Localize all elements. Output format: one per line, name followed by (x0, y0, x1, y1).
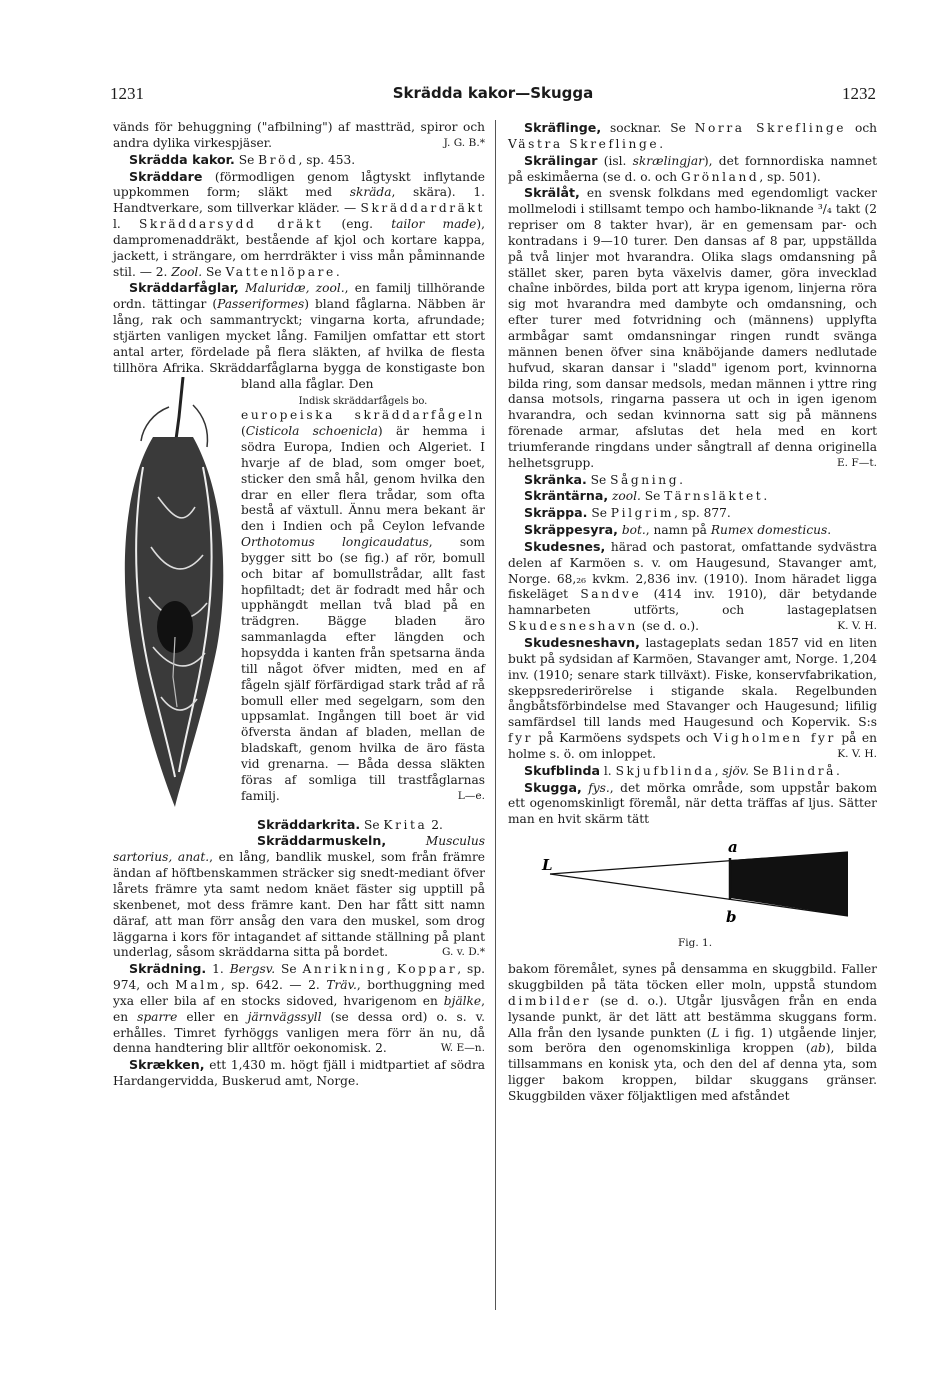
shadow-cone-diagram (508, 838, 877, 934)
headword: Skugga, (524, 779, 582, 795)
entry-skugga: Skugga, fys., det mörka område, som uppstår bakom ett ogenomskinligt föremål, när detta träffas af ljus. Sätter man en hvit skärm tätt (508, 779, 878, 827)
entry-skraddare: Skräddare (förmodligen genom lågtyskt inflytande uppkommen form; släkt med skräda, skära). 1. Handtverkare, som tillverkar kläder. — Skräddardräkt l. Skräddarsydd dräkt (eng. tailor made), dampromenaddräkt, bestående af kjol och kortare kappa, jackett, i strängare, om herrdräkter i viss mån påminnande stil. — 2. Zool. Se Vattenlöpare. (113, 168, 485, 279)
tailorbird-nest-illustration (113, 377, 235, 847)
left-page-number: 1231 (110, 84, 144, 103)
entry-skraddarkrita: Skräddarkrita. Se Krita 2. (257, 816, 443, 832)
entry-skradning: Skrädning. 1. Bergsv. Se Anrikning, Koppar, sp. 974, och Malm, sp. 642. — 2. Träv., borthuggning med yxa eller bila af en stocks sidoved, hvarigenom en bjälke, en sparre eller en järnvägssyll (se dessa ord) o. s. v. erhålles. Timret fyrhöggs vanligen mera förr än nu, då denna handtering blir alltför oekonomisk. 2. W. E—n. (113, 961, 486, 1056)
headword: Skräddare (129, 168, 203, 184)
headword: Skräddarfåglar, (129, 280, 239, 296)
entry-skudesnes: Skudesnes, härad och pastorat, omfattande sydvästra delen af Karmöen s. v. om Haugesund, Stavanger amt, Norge. 68,₂₆ kvkm. 2,836 inv. (1910). Inom häradet ligga fiskeläget Sandve (414 inv. 1910), där betydande hamnarbeten utförts, och lastageplatsen Skudesneshavn (se d. o.). K. V. H. (508, 538, 877, 634)
entry-skudesneshavn: Skudesneshavn, lastageplats sedan 1857 vid en liten bukt på sydsidan af Karmöen, Stavanger amt, Norge. 1,204 inv. (1910; senare stark tillväxt). Fiske, konservfabrikation, skeppsrederirörelse i stigande skala. Regelbunden ångbåtsförbindelse med Stavanger och Haugesund; lifilig samfärdsel till lands med Haugesund och Kopervik. S:s fyr på Karmöens sydspets och Vigholmen fyr på en holme s. ö. om inloppet. K. V. H. (508, 635, 877, 761)
entry-skraflinge: Skräflinge, socknar. Se Norra Skreflinge och Västra Skreflinge. (508, 120, 877, 151)
entry-skraddarfaglar: Skräddarfåglar, Maluridæ, zool., en familj tillhörande ordn. tättingar (Passeriformes) bland fåglarna. Näbben är lång, rak och sammantryckt; vingarna korta, afrundade; stjärten vanligen mycket lång. Familjen omfattar ett stort antal arter, fördelade på flera släkten, af hvilka de flesta tillhöra Afrika. Skräddarfåglarna bygga de konstigaste bon bland alla fåglar. Den (113, 280, 485, 392)
nest-drawing (113, 377, 235, 817)
author-signature: W. E—n. (440, 1042, 485, 1055)
author-signature: K. V. H. (837, 620, 877, 633)
headword: Skrädda kakor. (129, 151, 235, 167)
headword: Skrädning. (129, 961, 207, 977)
headword: Skräflinge, (524, 120, 602, 135)
headword: Skräddarmuskeln, (257, 833, 387, 849)
column-divider (495, 120, 496, 1310)
entry-skralat: Skrälåt, en svensk folkdans med egendomligt vacker mollmelodi i stillsamt tempo och hambo-liknande ³/₄ takt (2 repriser om 8 takter hvar), är en gemensam par- och kontradans i 9—10 turer. Den dansas af 8 par, uppställda på två linjer mot hvarandra. Olika slags omdansning på stället sker, paren byta växelvis damer, göra invecklad chaîne inbördes, bilda port att krypa igenom, linjerna röra sig mot hvarandra med dambyte och omdansning, och efter turer med fotvridning och (männens) upplyfta armbågar samt omdansningar ringen rundt svänga männen benen öfver sina knäböjande damers nedlutade hufvud, skaran dansar i "sladd" igenom port, kvinnorna bilda ring, som dansar medsols, medan männen i yttre ring dansa motsols, ringarna passera ut och in igen igenom hvarandra, och sedan kvinnorna satt sig på männens förenade armar, afslutas det hela med en kort triumferande ringdans under sångtrall af denna originella helhetsgrupp. E. F—t. (508, 185, 877, 470)
entry-skrappa: Skräppa. Se Pilgrim, sp. 877. (524, 505, 731, 521)
headword: Skrälingar (524, 152, 598, 168)
headword: Skudesneshavn, (524, 635, 640, 650)
entry-skugga-continued: bakom föremålet, synes på densamma en skuggbild. Faller skuggbilden på täta töcken eller moln, uppstå stundom dimbilder (se d. o.). Utgår ljusvågen från en enda lysande punkt, är det lätt att bestämma skuggans form. Alla från den lysande punkten (L i fig. 1) utgående linjer, som beröra den ogenomskinliga kroppen (ab), bilda tillsammans en konisk yta, och den del af denna yta, som ligger bakom kroppen, bildar skuggans gränser. Skuggbilden växer följaktligen med afståndet (508, 962, 878, 1103)
headword: Skrækken, (129, 1057, 205, 1073)
illustration-caption: Indisk skräddarfågels bo. (298, 396, 428, 408)
left-column: vänds för behuggning ("afbilning") af mastträd, spiror och andra dylika virkespjäser. J. G. B.* Skrädda kakor. Se Bröd, sp. 453. Skräddare (förmodligen genom lågtyskt inflytande uppkommen form; släkt med skräda, skära). 1. Handtverkare, som tillverkar kläder. — Skräddardräkt l. Skräddarsydd dräkt (eng. tailor made), dampromenaddräkt, bestående af kjol och kortare kappa, jackett, i strängare, om herrdräkter i viss mån påminnande stil. — 2. Zool. Se Vattenlöpare. Skräddarfåglar, Maluridæ, zool., en familj tillhörande ordn. tättingar (Passeriformes) bland fåglarna. Näbben är lång, rak och sammantryckt; vingarna korta, afrundade; stjärten vanligen mycket lång. Familjen omfattar ett stort antal arter, fördelade på flera släkten, af hvilka de flesta tillhöra Afrika. Skräddarfåglarna bygga de konstigaste bon bland alla fåglar. Den Indisk skräddarfågels bo. europeiska skräddarfågeln (Cisticola schoenicla) är hemma i södra Europa, Indien och Algeriet. I hvarje af de blad, som omger boet, sticker den små hål, genom hvilka den drar en eller flera trådar, som ofta bestå af växtull. Ännu mera bekant är den i Indien och på Ceylon lefvande Orthotomus longicaudatus, som bygger sitt bo (se fig.) af rör, bomull och bitar af bomullstrådar, allt fast hopfiltadt; det är fodradt med hår och upphängdt mellan två blad på en trädgren. Bägge bladen äro sammanlagda efter längden och hopsydda i kanten från spetsarna ända till något öfver midten, med en af fågeln själf förfärdigad stark tråd af rå bomull eller med segelgarn, som den uppsamlat. Ingången till boet är vid öfversta ändan af bladen, mellan de bladskaft, genom hvilka de äro fästa vid grenarna. — Båda dessa släkten föras af somliga till trastfåglarnas familj. L—e. Skräddarkrita. Se Krita 2. Skräddarmuskeln, Musculus sartorius, anat., en lång, bandlik muskel, som från främre ändan af höftbenskammen sträcker sig snedt-mediant öfver lårets främre yta samt nedom knäet fäster sig upptill på skenbenet, mot dess främre kant. Den har fått sitt namn däraf, att man förr ansåg den vara den muskel, som drog läggarna i kors för intagandet af sittande ställning på plant underlag, såsom skräddarna sitta på bordet. G. v. D.* Skrädning. 1. Bergsv. Se Anrikning, Koppar, sp. 974, och Malm, sp. 642. — 2. Träv., borthuggning med yxa eller bila af en stocks sidoved, hvarigenom en bjälke, en sparre eller en järnvägssyll (se dessa ord) o. s. v. erhålles. Timret fyrhöggs vanligen mera förr än nu, då denna handtering blir alltför oekonomisk. 2. W. E—n. Skrækken, ett 1,430 m. högt fjäll i midtpartiet af södra Hardangervidda, Buskerud amt, Norge. (113, 120, 486, 1089)
running-title: Skrädda kakor—Skugga (392, 84, 594, 102)
label-b: b (726, 908, 737, 927)
headword: Skräppa. (524, 505, 588, 521)
shadow-cone-figure (508, 838, 877, 954)
entry-skranka: Skränka. Se Sågning. (524, 471, 683, 487)
label-L: L (542, 856, 553, 875)
entry-continuation: vänds för behuggning ("afbilning") af mastträd, spiror och andra dylika virkespjäser. J. G. B.* (113, 120, 485, 150)
author-signature: G. v. D.* (441, 946, 485, 959)
entry-skraekken: Skrækken, ett 1,430 m. högt fjäll i midtpartiet af södra Hardangervidda, Buskerud amt, Norge. (113, 1057, 485, 1089)
entry-skrantarna: Skräntärna, zool. Se Tärnsläktet. (524, 488, 768, 504)
entry-skralingar: Skrälingar (isl. skrælingjar), det fornnordiska namnet på eskimåerna (se d. o. och Grönland, sp. 501). (508, 152, 877, 184)
headword: Skudesnes, (524, 538, 606, 554)
label-a: a (728, 838, 738, 857)
entry-skradda-kakor: Skrädda kakor. Se Bröd, sp. 453. (129, 151, 356, 167)
headword: Skrälåt, (524, 185, 580, 201)
headword: Skränka. (524, 471, 587, 487)
entry-skraddarmuskeln: Skräddarmuskeln, Musculus sartorius, anat., en lång, bandlik muskel, som från främre ändan af höftbenskammen sträcker sig snedt-mediant öfver lårets främre yta samt nedom knäet fäster sig upptill på skenbenet, mot dess främre kant. Den har fått sitt namn däraf, att man förr ansåg den vara den muskel, som drog läggarna i kors för intagandet af sittande ställning på plant underlag, såsom skräddarna sitta på bordet. G. v. D.* (113, 833, 485, 960)
author-signature: L—e. (457, 789, 485, 802)
shadow-region (730, 852, 848, 916)
author-signature: J. G. B.* (443, 136, 485, 149)
right-page-number: 1232 (842, 84, 876, 103)
headword: Skräntärna, (524, 488, 609, 504)
right-column (508, 120, 877, 1105)
page-header (110, 84, 876, 108)
headword: Skräppesyra, (524, 522, 618, 538)
headword: Skufblinda (524, 762, 601, 778)
entry-skufblinda: Skufblinda l. Skjufblinda, sjöv. Se Blindrå. (524, 762, 840, 778)
entry-skrappesyra: Skräppesyra, bot., namn på Rumex domesticus. (524, 522, 832, 538)
figure-caption: Fig. 1. (678, 937, 713, 950)
headword: Skräddarkrita. (257, 816, 361, 832)
author-signature: E. F—t. (836, 456, 877, 469)
author-signature: K. V. H. (837, 747, 877, 760)
